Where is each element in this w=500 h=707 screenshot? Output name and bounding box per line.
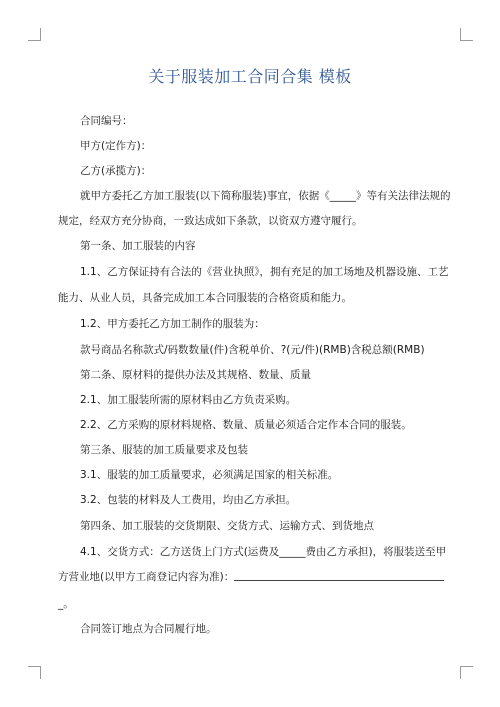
intro-paragraph-line-1: 就甲方委托乙方加工服装(以下简称服装)事宜，依据《_____》等有关法律法规的 [80, 190, 451, 202]
clause-4-1-line-1: 4.1、交货方式：乙方送货上门方式(运费及_____费由乙方承担)，将服装送至甲 [80, 546, 447, 558]
goods-table-header: 款号商品名称款式/码数数量(件)含税单价、?(元/件)(RMB)含税总额(RMB) [80, 344, 425, 356]
party-b-field: 乙方(承揽方)： [80, 165, 152, 177]
clause-2-2: 2.2、乙方采购的原材料规格、数量、质量必须适合定作本合同的服装。 [80, 419, 412, 431]
clause-3-1: 3.1、服装的加工质量要求，必须满足国家的相关标准。 [80, 469, 339, 481]
clause-1-2: 1.2、甲方委托乙方加工制作的服装为： [80, 318, 265, 330]
crop-mark-top-left [28, 28, 41, 41]
article-4-heading: 第四条、加工服装的交货期限、交货方式、运输方式、到货地点 [80, 520, 374, 532]
contract-number-field: 合同编号： [80, 115, 133, 127]
article-3-heading: 第三条、服装的加工质量要求及包装 [80, 444, 248, 456]
document-title: 关于服装加工合同合集 模板 [148, 67, 352, 86]
delivery-address-label: 方营业地(以甲方工商登记内容为准)： [58, 571, 235, 583]
article-2-heading: 第二条、原材料的提供办法及其规格、数量、质量 [80, 369, 311, 381]
clause-4-1-line-2 [58, 569, 442, 585]
party-a-field: 甲方(定作方)： [80, 140, 152, 152]
clause-4-1-line-3: _。 [58, 598, 74, 610]
delivery-address-blank [234, 569, 444, 581]
clause-1-1-line-1: 1.1、乙方保证持有合法的《营业执照》，拥有充足的加工场地及机器设施、工艺 [80, 266, 449, 278]
crop-mark-bottom-left [28, 666, 41, 679]
signing-place-note: 合同签订地点为合同履行地。 [80, 623, 217, 635]
clause-2-1: 2.1、加工服装所需的原材料由乙方负责采购。 [80, 394, 297, 406]
clause-1-1-line-2: 能力、从业人员，具备完成加工本合同服装的合格资质和能力。 [58, 292, 352, 304]
clause-3-2: 3.2、包装的材料及人工费用，均由乙方承担。 [80, 494, 297, 506]
crop-mark-bottom-right [460, 666, 473, 679]
article-1-heading: 第一条、加工服装的内容 [80, 240, 196, 252]
crop-mark-top-right [460, 28, 473, 41]
intro-paragraph-line-2: 规定，经双方充分协商，一致达成如下条款，以资双方遵守履行。 [58, 215, 363, 227]
